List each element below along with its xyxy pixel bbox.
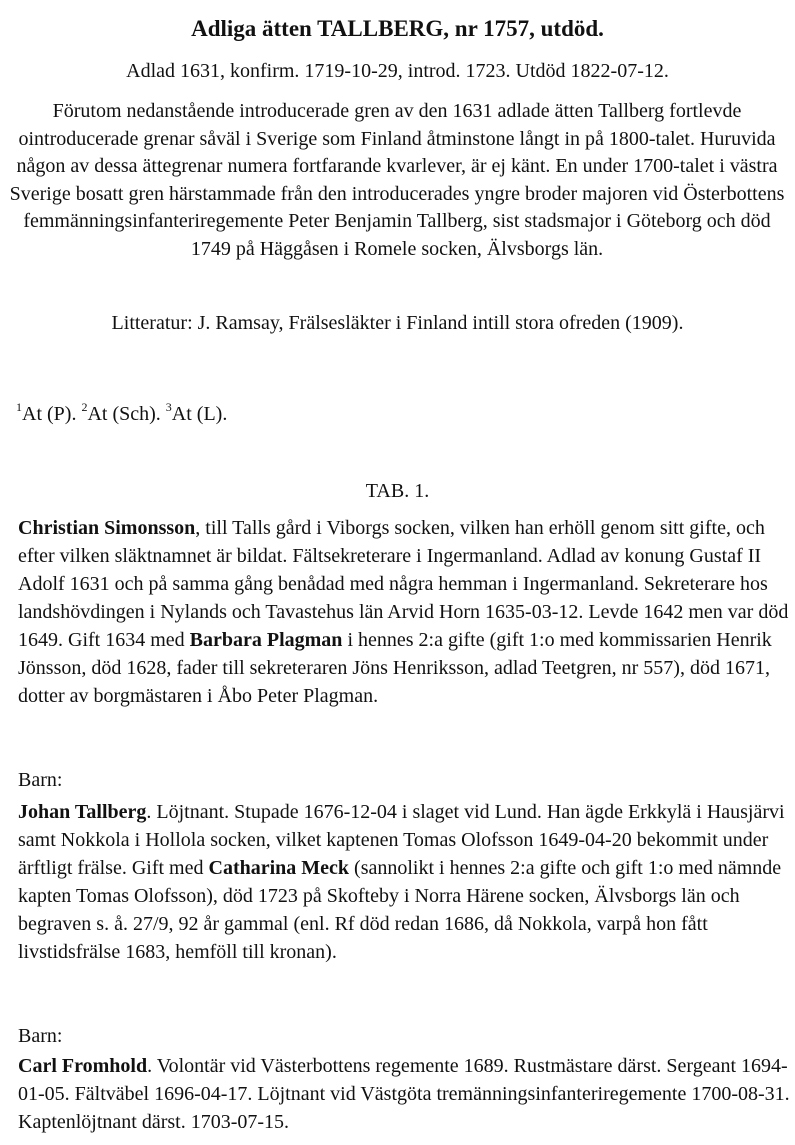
person-name: Christian Simonsson xyxy=(18,517,196,539)
children-label: Barn: xyxy=(18,1025,63,1047)
person-text: , till Talls gård i Viborgs socken, vilken han erhöll genom sitt gifte, och efter vilken släktnamnet är bildat. Fältsekreterare i Ingermanland. Adlad av konung Gustaf II Adolf 1631 och på samma gång benådad med några hemman i Ingermanland. Sekreterare hos landshövdingen i Nylands och Tavastehus län Arvid Horn 1635-03-12. Levde 1642 men var död 1649. Gift 1634 med xyxy=(18,517,789,651)
person-text: (sannolikt i hennes 2:a gifte och gift 1:o med nämnde kapten Tomas Olofsson), död 1723 på Skofteby i Norra Härene socken, Älvsborgs län och begraven s. å. 27/9, 92 år gammal (enl. Rf död redan 1686, då Nokkola, varpå hon fått livstidsfrälse 1683, hemföll till kronan). xyxy=(18,857,782,963)
children-label: Barn: xyxy=(18,769,63,791)
page-subtitle: Adlad 1631, konfirm. 1719-10-29, introd. 1723. Utdöd 1822-07-12. xyxy=(126,60,669,82)
note-number: 3 xyxy=(165,400,172,414)
spouse-name: Catharina Meck xyxy=(208,857,350,879)
person-text: . Löjtnant. Stupade 1676-12-04 i slaget vid Lund. Han ägde Erkkylä i Hausjärvi samt Nokkola i Hollola socken, vilket kaptenen Tomas Olofsson 1649-04-20 bekommit under ärftligt frälse. Gift med xyxy=(18,801,785,879)
source-notes xyxy=(16,400,227,426)
spouse-name: Barbara Plagman xyxy=(189,629,343,651)
person-text: . Volontär vid Västerbottens regemente 1689. Rustmästare därst. Sergeant 1694-01-05. Fältväbel 1696-04-17. Löjtnant vid Västgöta tremänningsinfanteriregemente 1700-08-31. Kaptenlöjtnant därst. 1703-07-15. xyxy=(18,1055,790,1133)
note-text: At (Sch). xyxy=(87,403,166,425)
person-name: Johan Tallberg xyxy=(18,801,147,823)
note-number: 1 xyxy=(16,400,22,414)
person-entry xyxy=(18,1052,793,1136)
literature-reference: Litteratur: J. Ramsay, Frälsesläkter i Finland intill stora ofreden (1909). xyxy=(111,312,684,334)
note-text: At (P). xyxy=(22,403,82,425)
table-heading: TAB. 1. xyxy=(365,480,430,502)
page-title: Adliga ätten TALLBERG, nr 1757, utdöd. xyxy=(191,16,604,41)
note-text: At (L). xyxy=(171,403,228,425)
person-entry xyxy=(18,798,793,966)
person-entry xyxy=(18,514,793,710)
person-text: i hennes 2:a gifte (gift 1:o med kommissarien Henrik Jönsson, död 1628, fader till sekreteraren Jöns Henriksson, adlad Teetgren, nr 557), död 1671, dotter av borgmästaren i Åbo Peter Plagman. xyxy=(18,629,772,707)
intro-paragraph: Förutom nedanstående introducerade gren av den 1631 adlade ätten Tallberg fortlevde ointroducerade grenar såväl i Sverige som Finland åtminstone långt in på 1800-talet. Huruvida någon av dessa ättegrenar numera fortfarande kvarlever, är ej känt. En under 1700-talet i västra Sverige bosatt gren härstammade från den introducerades yngre broder majoren vid Österbottens femmänningsinfanteriregemente Peter Benjamin Tallberg, sist stadsmajor i Göteborg och död 1749 på Häggåsen i Romele socken, Älvsborgs län. xyxy=(9,100,785,260)
note-number: 2 xyxy=(81,400,88,414)
person-name: Carl Fromhold xyxy=(18,1055,148,1077)
